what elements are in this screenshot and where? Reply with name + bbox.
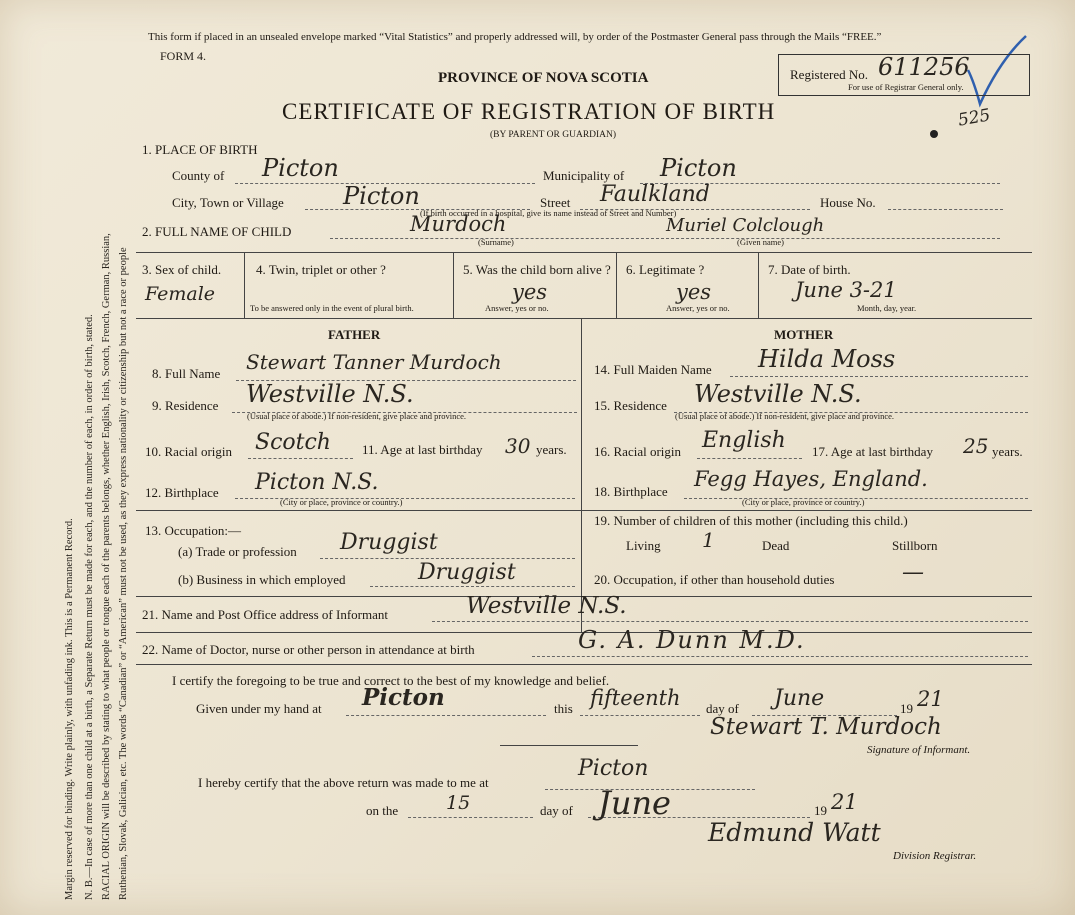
registrar-day-value: 15 xyxy=(446,792,471,814)
father-name-value: Stewart Tanner Murdoch xyxy=(246,350,502,374)
mother-name-line xyxy=(730,376,1028,377)
registrar-caption: Division Registrar. xyxy=(893,850,977,862)
form-number: FORM 4. xyxy=(160,49,207,63)
father-birthplace-value: Picton N.S. xyxy=(255,470,379,495)
registrar-day-of-label: day of xyxy=(540,803,573,818)
alive-note: Answer, yes or no. xyxy=(485,303,549,313)
mother-racial-label: 16. Racial origin xyxy=(594,444,682,459)
date-label: 7. Date of birth. xyxy=(768,262,851,277)
living-label: Living xyxy=(626,538,661,553)
alive-label: 5. Was the child born alive ? xyxy=(463,262,611,277)
child-surname: Murdoch xyxy=(410,212,507,236)
registrar-day-line xyxy=(408,817,533,818)
row3-bottom-rule xyxy=(136,318,1032,319)
father-racial-value: Scotch xyxy=(255,430,331,455)
business-line xyxy=(370,586,575,587)
informant-signature: Stewart T. Murdoch xyxy=(710,714,942,740)
row3-divider-1 xyxy=(244,252,245,318)
children-count-label: 19. Number of children of this mother (including this child.) xyxy=(594,513,908,528)
father-age-unit: years. xyxy=(536,442,567,457)
mother-birthplace-label: 18. Birthplace xyxy=(594,484,668,499)
hospital-note: (If birth occurred in a hospital, give its name instead of Street and Number) xyxy=(420,208,677,218)
given-caption: (Given name) xyxy=(737,237,784,247)
informant-label: 21. Name and Post Office address of Informant xyxy=(142,607,388,622)
mother-birthplace-value: Fegg Hayes, England. xyxy=(694,467,928,491)
mother-name-value: Hilda Moss xyxy=(758,345,896,373)
father-name-label: 8. Full Name xyxy=(152,366,221,381)
legitimate-label: 6. Legitimate ? xyxy=(626,262,705,277)
mother-occupation-label: 20. Occupation, if other than household duties xyxy=(594,572,835,587)
given-place-value: Picton xyxy=(362,684,445,711)
child-name-label: 2. FULL NAME OF CHILD xyxy=(142,224,292,239)
business-value: Druggist xyxy=(418,560,516,585)
month-value: June xyxy=(774,686,825,711)
father-residence-label: 9. Residence xyxy=(152,398,219,413)
mother-residence-value: Westville N.S. xyxy=(694,380,862,408)
alive-value: yes xyxy=(512,280,548,304)
row3-top-rule xyxy=(136,252,1032,253)
row3-divider-3 xyxy=(616,252,617,318)
mother-residence-label: 15. Residence xyxy=(594,398,667,413)
margin-mark: 525 xyxy=(956,105,992,131)
given-under-label: Given under my hand at xyxy=(196,701,322,716)
page-subtitle: (BY PARENT OR GUARDIAN) xyxy=(490,130,617,140)
mother-name-label: 14. Full Maiden Name xyxy=(594,362,712,377)
year-value: 21 xyxy=(917,687,944,711)
registered-number: 611256 xyxy=(878,53,970,81)
city-value: Picton xyxy=(343,182,420,210)
ink-blot xyxy=(930,130,938,138)
father-racial-label: 10. Racial origin xyxy=(145,444,233,459)
trade-value: Druggist xyxy=(340,530,438,555)
place-of-birth-heading: 1. PLACE OF BIRTH xyxy=(142,142,258,157)
day-of-label: day of xyxy=(706,701,739,716)
mother-residence-note: (Usual place of abode.) If non-resident, give place and province. xyxy=(675,411,895,421)
father-age-label: 11. Age at last birthday xyxy=(362,442,483,457)
house-label: House No. xyxy=(820,195,876,210)
occupation-label: 13. Occupation:— xyxy=(145,523,242,538)
legitimate-value: yes xyxy=(676,280,712,304)
separator-rule xyxy=(500,745,638,746)
mother-occupation-value: — xyxy=(902,560,924,585)
mother-age-label: 17. Age at last birthday xyxy=(812,444,933,459)
county-label: County of xyxy=(172,168,225,183)
margin-note-nb: N. B.—In case of more than one child at a birth, a Separate Return must be made for each, and the number of each, in order of birth, stated. xyxy=(84,314,95,900)
twin-note: To be answered only in the event of plural birth. xyxy=(250,303,414,313)
father-racial-line xyxy=(248,458,353,459)
father-heading: FATHER xyxy=(328,327,381,342)
child-line xyxy=(330,238,1000,239)
mother-racial-line xyxy=(697,458,802,459)
doctor-label: 22. Name of Doctor, nurse or other person in attendance at birth xyxy=(142,642,475,657)
father-residence-note: (Usual place of abode.) If non-resident, give place and province. xyxy=(247,411,467,421)
page-title: CERTIFICATE OF REGISTRATION OF BIRTH xyxy=(282,99,776,124)
registrar-year-value: 21 xyxy=(831,790,858,814)
informant-line xyxy=(432,621,1028,622)
stillborn-label: Stillborn xyxy=(892,538,938,553)
trade-line xyxy=(320,558,575,559)
registrar-statement: I hereby certify that the above return was made to me at xyxy=(198,775,489,790)
margin-note-racial-1: RACIAL ORIGIN will be described by stating to what people or tongue each of the parents belongs, whether English, Irish, Scotch, French, German, Russian, xyxy=(101,233,112,900)
street-label: Street xyxy=(540,195,571,210)
dead-label: Dead xyxy=(762,538,790,553)
section-rule xyxy=(136,510,1032,511)
sex-label: 3. Sex of child. xyxy=(142,262,222,277)
mother-racial-value: English xyxy=(702,428,786,453)
city-label: City, Town or Village xyxy=(172,195,284,210)
postal-notice: This form if placed in an unsealed envelope marked “Vital Statistics” and properly addressed will, by order of the Postmaster General pass through the Mails “FREE.” xyxy=(148,31,882,43)
father-birthplace-note: (City or place, province or country.) xyxy=(280,497,403,507)
registrar-place-value: Picton xyxy=(578,756,649,781)
given-place-line xyxy=(346,715,546,716)
informant-value: Westville N.S. xyxy=(466,593,627,619)
informant-signature-caption: Signature of Informant. xyxy=(867,744,971,756)
business-label: (b) Business in which employed xyxy=(178,572,346,587)
margin-note-binding: Margin reserved for binding. Write plainly, with unfading ink. This is a Permanent Record. xyxy=(64,518,75,900)
province-heading: PROVINCE OF NOVA SCOTIA xyxy=(438,70,649,86)
father-birthplace-label: 12. Birthplace xyxy=(145,485,219,500)
certify-top-rule xyxy=(136,664,1032,665)
municipality-value: Picton xyxy=(660,154,737,182)
this-label: this xyxy=(554,701,573,716)
registrar-year-prefix: 19 xyxy=(814,803,827,818)
certify-statement: I certify the foregoing to be true and correct to the best of my knowledge and belief. xyxy=(172,673,610,688)
on-the-label: on the xyxy=(366,803,399,818)
sex-value: Female xyxy=(145,283,216,305)
registrar-signature: Edmund Watt xyxy=(708,818,881,847)
day-word-line xyxy=(580,715,700,716)
date-value: June 3-21 xyxy=(795,278,897,302)
father-mother-divider xyxy=(581,318,582,632)
trade-label: (a) Trade or profession xyxy=(178,544,297,559)
registered-label: Registered No. xyxy=(790,67,868,82)
year-prefix: 19 xyxy=(900,701,913,716)
mother-heading: MOTHER xyxy=(774,327,834,342)
legitimate-note: Answer, yes or no. xyxy=(666,303,730,313)
doctor-line xyxy=(532,656,1028,657)
mother-age-unit: years. xyxy=(992,444,1023,459)
child-given-name: Muriel Colclough xyxy=(666,215,825,236)
date-note: Month, day, year. xyxy=(857,303,917,313)
living-value: 1 xyxy=(702,528,715,552)
margin-note-racial-2: Ruthenian, Slovak, Galician, etc. The words “Canadian” or “American” must not be used, as they express nationality or citizenship but not a race or people xyxy=(118,247,129,900)
surname-caption: (Surname) xyxy=(478,237,514,247)
mother-age-value: 25 xyxy=(963,434,989,458)
day-word-value: fifteenth xyxy=(590,686,681,710)
doctor-value: G. A. Dunn M.D. xyxy=(578,626,806,654)
row3-divider-4 xyxy=(758,252,759,318)
father-residence-value: Westville N.S. xyxy=(246,380,414,408)
registered-note: For use of Registrar General only. xyxy=(848,82,964,92)
twin-label: 4. Twin, triplet or other ? xyxy=(256,262,386,277)
street-value: Faulkland xyxy=(600,182,710,207)
row3-divider-2 xyxy=(453,252,454,318)
county-value: Picton xyxy=(262,154,339,182)
municipality-label: Municipality of xyxy=(543,168,625,183)
father-age-value: 30 xyxy=(505,434,531,458)
mother-birthplace-note: (City or place, province or country.) xyxy=(742,497,865,507)
house-line xyxy=(888,209,1003,210)
registrar-month-value: June xyxy=(598,784,671,822)
